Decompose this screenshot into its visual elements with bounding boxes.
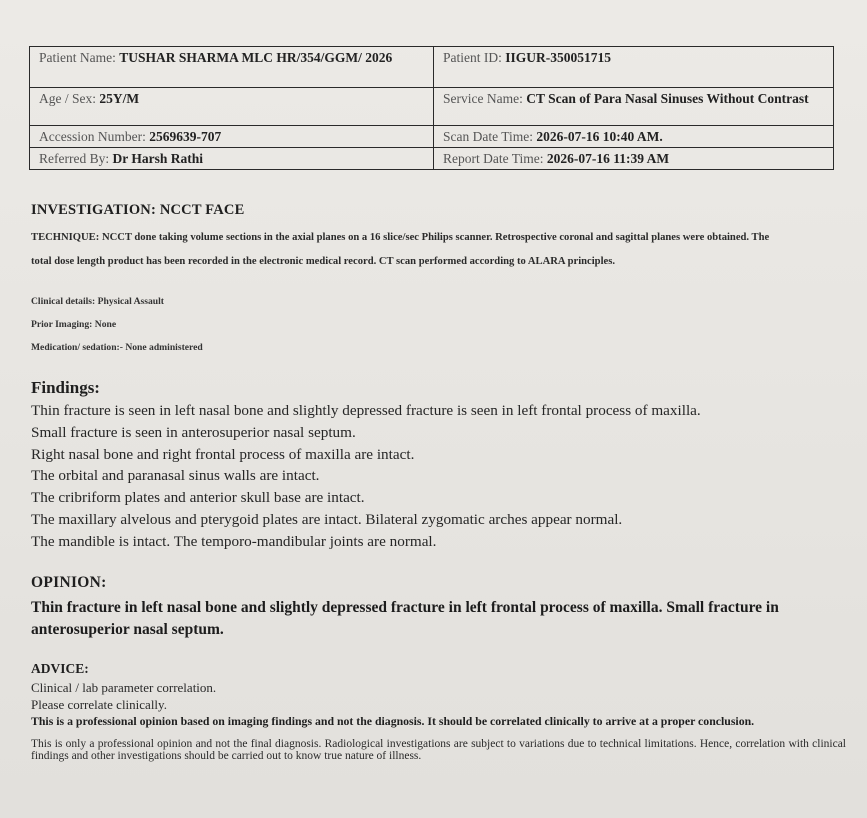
table-row: [30, 148, 834, 170]
technique-line-1: [31, 226, 841, 250]
advice-list: [31, 679, 216, 713]
accession-cell: [30, 126, 434, 148]
table-row: [30, 88, 834, 126]
opinion-text: Thin fracture in left nasal bone and slightly depressed fracture in left frontal process of maxilla. Small fracture in anterosuperior nasal septum.: [31, 599, 779, 638]
findings-heading: Findings:: [31, 378, 100, 397]
finding-line: Right nasal bone and right frontal process of maxilla are intact.: [31, 445, 415, 463]
finding-line: The mandible is intact. The temporo-mandibular joints are normal.: [31, 532, 437, 550]
referred-value: Dr Harsh Rathi: [112, 151, 203, 166]
finding-line: The orbital and paranasal sinus walls are intact.: [31, 467, 320, 485]
advice-heading: ADVICE:: [31, 661, 89, 676]
medication-sedation: Medication/ sedation:- None administered: [31, 342, 203, 353]
age-sex-cell: [30, 88, 434, 126]
finding-line: The cribriform plates and anterior skull base are intact.: [31, 489, 365, 507]
advice-line-1: Clinical / lab parameter correlation.: [31, 680, 217, 695]
opinion-heading: OPINION:: [31, 574, 107, 591]
finding-line: Thin fracture is seen in left nasal bone and slightly depressed fracture is seen in left frontal process of maxilla.: [31, 402, 701, 419]
finding-line: Small fracture is seen in anterosuperior nasal septum.: [31, 423, 356, 441]
age-sex-value: 25Y/M: [99, 91, 140, 106]
report-date-label: Report Date Time:: [443, 151, 544, 166]
service-value: CT Scan of Para Nasal Sinuses Without Contrast: [526, 91, 809, 106]
table-row: [30, 126, 834, 148]
scan-date-cell: [434, 126, 834, 148]
scan-date-value: 2026-07-16 10:40 AM.: [536, 129, 663, 144]
table-row: [30, 47, 834, 88]
finding-line: The maxillary alvelous and pterygoid plates are intact. Bilateral zygomatic arches appear normal.: [31, 510, 623, 528]
service-label: Service Name:: [443, 91, 523, 106]
patient-id-cell: [434, 47, 834, 88]
patient-id-value: IIGUR-350051715: [505, 50, 612, 65]
age-sex-label: Age / Sex:: [39, 91, 96, 106]
service-cell: [434, 88, 834, 126]
patient-info-table: [29, 46, 834, 170]
technique-label: TECHNIQUE:: [31, 232, 100, 243]
technique-line-2: total dose length product has been recorded in the electronic medical record. CT scan performed according to ALARA principles.: [31, 256, 615, 267]
patient-id-label: Patient ID:: [443, 50, 502, 65]
report-date-value: 2026-07-16 11:39 AM: [546, 151, 670, 166]
advice-line-2: Please correlate clinically.: [31, 697, 167, 712]
referred-label: Referred By:: [39, 151, 110, 166]
scan-date-label: Scan Date Time:: [443, 129, 533, 144]
referred-cell: [30, 148, 434, 170]
technique-text-1: NCCT done taking volume sections in the axial planes on a 16 slice/sec Philips scanner. Retrospective coronal and sagittal planes were obtained. The: [101, 232, 770, 243]
disclaimer-text: This is only a professional opinion and not the final diagnosis. Radiological investigations are subject to variations due to technical limitations. Hence, correlation with clinical findings and other investigations should be carried out to know true nature of illness.: [31, 738, 846, 762]
clinical-details: Clinical details: Physical Assault: [31, 296, 164, 307]
report-date-cell: [434, 148, 834, 170]
accession-value: 2569639-707: [149, 129, 222, 144]
investigation-title: INVESTIGATION: NCCT FACE: [31, 202, 245, 218]
accession-label: Accession Number:: [39, 129, 146, 144]
technique-paragraph: [31, 226, 841, 274]
patient-name-label: Patient Name:: [39, 50, 116, 65]
prior-imaging: Prior Imaging: None: [31, 319, 117, 330]
patient-name-value: TUSHAR SHARMA MLC HR/354/GGM/ 2026: [119, 50, 393, 65]
professional-opinion-note: This is a professional opinion based on imaging findings and not the diagnosis. It should be correlated clinically to arrive at a proper conclusion.: [31, 714, 755, 728]
findings-list: [31, 400, 701, 553]
patient-name-cell: [30, 47, 434, 88]
